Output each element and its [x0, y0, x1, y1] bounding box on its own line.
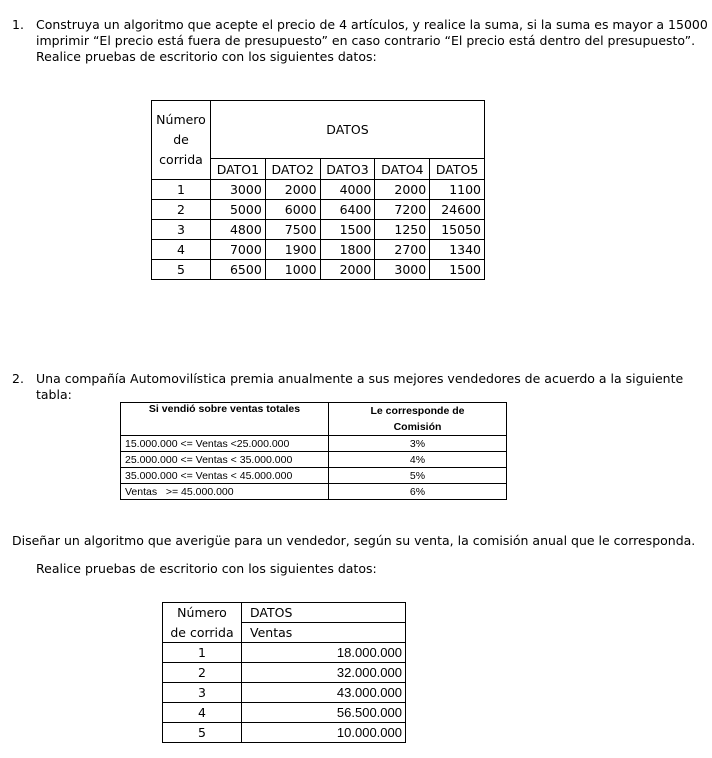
datos-header: DATOS — [242, 603, 406, 623]
value-cell: 1340 — [430, 240, 485, 260]
sales-range-cell: 35.000.000 <= Ventas < 45.000.000 — [121, 468, 329, 484]
header-text: Número — [156, 112, 206, 127]
run-cell: 4 — [152, 240, 211, 260]
test-instruction: Realice pruebas de escritorio con los siguientes datos: — [36, 561, 377, 576]
exercise-2-statement — [36, 371, 684, 403]
value-cell: 3000 — [211, 180, 266, 200]
sales-range-cell: 25.000.000 <= Ventas < 35.000.000 — [121, 452, 329, 468]
statement-line: tabla: — [36, 387, 72, 402]
commission-header — [329, 403, 507, 436]
column-header: DATO3 — [320, 159, 375, 180]
test-data-table-1 — [151, 100, 485, 280]
statement-line: imprimir “El precio está fuera de presupuesto” en caso contrario “El precio está dentro del presupuesto”. — [36, 33, 696, 48]
table-row — [152, 240, 485, 260]
datos-group-header: DATOS — [211, 101, 485, 159]
run-cell: 2 — [163, 663, 242, 683]
table-row — [152, 220, 485, 240]
value-cell: 1000 — [265, 260, 320, 280]
run-cell: 4 — [163, 703, 242, 723]
header-text: corrida — [159, 152, 203, 167]
value-cell: 3000 — [375, 260, 430, 280]
value-cell: 6400 — [320, 200, 375, 220]
value-cell: 1100 — [430, 180, 485, 200]
run-cell: 5 — [152, 260, 211, 280]
sales-value-cell: 18.000.000 — [242, 643, 406, 663]
commission-cell: 4% — [329, 452, 507, 468]
exercise-2-number: 2. — [12, 371, 24, 386]
header-text: Le corresponde de — [370, 405, 465, 417]
commission-cell: 3% — [329, 436, 507, 452]
run-cell: 1 — [152, 180, 211, 200]
header-text: de — [173, 132, 189, 147]
run-number-header: de corrida — [163, 623, 242, 643]
value-cell: 1250 — [375, 220, 430, 240]
table-row — [163, 723, 406, 743]
run-number-header — [152, 101, 211, 180]
table-row — [121, 452, 507, 468]
value-cell: 24600 — [430, 200, 485, 220]
column-header: DATO5 — [430, 159, 485, 180]
column-header: DATO2 — [265, 159, 320, 180]
value-cell: 7000 — [211, 240, 266, 260]
header-text: Comisión — [393, 421, 442, 433]
value-cell: 1900 — [265, 240, 320, 260]
commission-cell: 5% — [329, 468, 507, 484]
run-number-header: Número — [163, 603, 242, 623]
design-instruction: Diseñar un algoritmo que averigüe para un vendedor, según su venta, la comisión anual que le corresponda. — [12, 533, 696, 548]
sales-range-cell: Ventas >= 45.000.000 — [121, 484, 329, 500]
table-row — [163, 703, 406, 723]
table-row — [163, 683, 406, 703]
sales-range-cell: 15.000.000 <= Ventas <25.000.000 — [121, 436, 329, 452]
table-row — [121, 484, 507, 500]
value-cell: 6000 — [265, 200, 320, 220]
commission-cell: 6% — [329, 484, 507, 500]
statement-line: Una compañía Automovilística premia anualmente a sus mejores vendedores de acuerdo a la siguiente — [36, 371, 684, 386]
value-cell: 1500 — [320, 220, 375, 240]
sales-header: Ventas — [242, 623, 406, 643]
sales-value-cell: 43.000.000 — [242, 683, 406, 703]
value-cell: 4000 — [320, 180, 375, 200]
table-row — [121, 468, 507, 484]
value-cell: 7200 — [375, 200, 430, 220]
sales-value-cell: 56.500.000 — [242, 703, 406, 723]
value-cell: 2000 — [265, 180, 320, 200]
run-cell: 5 — [163, 723, 242, 743]
sales-value-cell: 32.000.000 — [242, 663, 406, 683]
value-cell: 1800 — [320, 240, 375, 260]
exercise-1-number: 1. — [12, 17, 24, 32]
table-row — [152, 260, 485, 280]
value-cell: 2000 — [320, 260, 375, 280]
statement-line: Realice pruebas de escritorio con los siguientes datos: — [36, 49, 377, 64]
exercise-1-statement — [36, 17, 706, 65]
table-row — [152, 180, 485, 200]
value-cell: 7500 — [265, 220, 320, 240]
column-header: DATO4 — [375, 159, 430, 180]
table-row — [163, 643, 406, 663]
value-cell: 2700 — [375, 240, 430, 260]
value-cell: 6500 — [211, 260, 266, 280]
commission-table — [120, 402, 507, 500]
sales-value-cell: 10.000.000 — [242, 723, 406, 743]
sales-header: Si vendió sobre ventas totales — [121, 403, 329, 436]
value-cell: 15050 — [430, 220, 485, 240]
value-cell: 5000 — [211, 200, 266, 220]
table-row — [163, 663, 406, 683]
column-header: DATO1 — [211, 159, 266, 180]
test-data-table-2 — [162, 602, 406, 743]
table-row — [152, 200, 485, 220]
run-cell: 1 — [163, 643, 242, 663]
run-cell: 2 — [152, 200, 211, 220]
value-cell: 1500 — [430, 260, 485, 280]
value-cell: 2000 — [375, 180, 430, 200]
run-cell: 3 — [163, 683, 242, 703]
table-row — [121, 436, 507, 452]
run-cell: 3 — [152, 220, 211, 240]
value-cell: 4800 — [211, 220, 266, 240]
statement-line: Construya un algoritmo que acepte el precio de 4 artículos, y realice la suma, si la suma es mayor a 15000 — [36, 17, 708, 32]
